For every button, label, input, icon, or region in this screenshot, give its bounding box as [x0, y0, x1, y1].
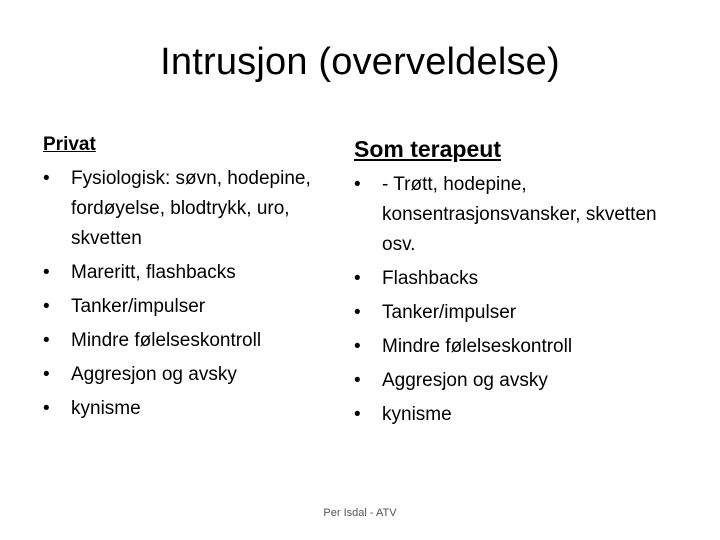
list-item — [354, 330, 684, 364]
bullet-icon: • — [43, 330, 50, 351]
left-column — [43, 132, 343, 426]
list-item-text: kynisme — [71, 398, 141, 419]
left-bullet-list — [43, 162, 343, 426]
bullet-icon: • — [354, 404, 361, 425]
bullet-icon: • — [43, 168, 50, 189]
list-item — [354, 262, 684, 296]
bullet-icon: • — [43, 398, 50, 419]
list-item-text: Flashbacks — [382, 268, 479, 289]
list-item — [43, 358, 343, 392]
list-item — [43, 256, 343, 290]
right-bullet-list — [354, 168, 684, 432]
slide-footer: Per Isdal - ATV — [323, 507, 397, 519]
list-item — [43, 290, 343, 324]
bullet-icon: • — [43, 262, 50, 283]
list-item-text: Tanker/impulser — [71, 296, 206, 317]
bullet-icon: • — [354, 268, 361, 289]
bullet-icon: • — [354, 336, 361, 357]
bullet-icon: • — [354, 302, 361, 323]
list-item — [43, 162, 343, 256]
right-column — [354, 132, 684, 432]
list-item — [43, 392, 343, 426]
list-item-text: Aggresjon og avsky — [71, 364, 237, 385]
list-item-text: Tanker/impulser — [382, 302, 517, 323]
left-column-heading: Privat — [43, 134, 96, 155]
list-item-text: Fysiologisk: søvn, hodepine, fordøyelse, blodtrykk, uro, skvetten — [71, 168, 311, 249]
list-item — [354, 296, 684, 330]
list-item-text: kynisme — [382, 404, 452, 425]
bullet-icon: • — [43, 296, 50, 317]
slide-title: Intrusjon (overveldelse) — [160, 41, 560, 83]
bullet-icon: • — [43, 364, 50, 385]
bullet-icon: • — [354, 174, 361, 195]
list-item — [354, 168, 684, 262]
list-item-text: Mindre følelseskontroll — [382, 336, 573, 357]
list-item — [354, 398, 684, 432]
list-item-text: Mindre følelseskontroll — [71, 330, 262, 351]
list-item — [354, 364, 684, 398]
list-item — [43, 324, 343, 358]
list-item-text: Aggresjon og avsky — [382, 370, 548, 391]
list-item-text: - Trøtt, hodepine, konsentrasjonsvansker, skvetten osv. — [382, 174, 657, 255]
right-column-heading: Som terapeut — [354, 136, 501, 162]
bullet-icon: • — [354, 370, 361, 391]
list-item-text: Mareritt, flashbacks — [71, 262, 236, 283]
